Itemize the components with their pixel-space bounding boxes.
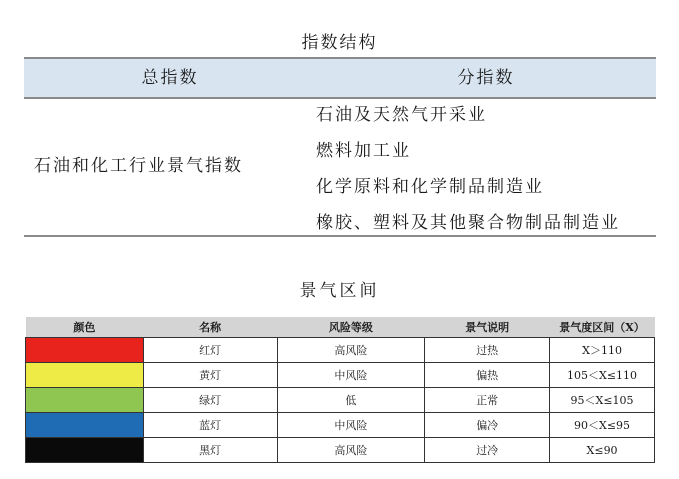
index-structure-table (24, 57, 656, 233)
risk-level: 高风险 (277, 338, 425, 363)
range-value: 90＜X≤95 (550, 413, 655, 438)
description: 偏冷 (425, 413, 550, 438)
risk-level: 低 (277, 388, 425, 413)
light-name: 黑灯 (143, 438, 277, 463)
range-value: X≤90 (550, 438, 655, 463)
color-swatch (26, 388, 144, 413)
light-name: 蓝灯 (143, 413, 277, 438)
range-value: X＞110 (550, 338, 655, 363)
range-value: 95＜X≤105 (550, 388, 655, 413)
description: 偏热 (425, 363, 550, 388)
col-range: 景气度区间（X） (550, 317, 655, 338)
table-row (26, 438, 655, 463)
table-row (26, 388, 655, 413)
table-body (24, 97, 656, 237)
table-header (24, 57, 656, 99)
light-name: 绿灯 (143, 388, 277, 413)
table-row (26, 363, 655, 388)
sub-index: 石油及天然气开采业 (316, 105, 487, 125)
col-desc: 景气说明 (425, 317, 550, 338)
total-index: 石油和化工行业景气指数 (34, 156, 243, 176)
color-swatch (26, 438, 144, 463)
risk-level: 高风险 (277, 438, 425, 463)
light-name: 黄灯 (143, 363, 277, 388)
sub-index: 化学原料和化学制品制造业 (316, 177, 544, 197)
description: 正常 (425, 388, 550, 413)
col-risk: 风险等级 (277, 317, 425, 338)
sub-index: 橡胶、塑料及其他聚合物制品制造业 (316, 213, 620, 233)
sub-index: 燃料加工业 (316, 141, 411, 161)
header-sub: 分指数 (457, 68, 515, 88)
ranges-header-row (26, 317, 655, 338)
risk-level: 中风险 (277, 413, 425, 438)
description: 过冷 (425, 438, 550, 463)
table-row (26, 413, 655, 438)
ranges-title: 景气区间 (299, 281, 380, 301)
range-value: 105＜X≤110 (550, 363, 655, 388)
col-color: 颜色 (26, 317, 144, 338)
color-swatch (26, 338, 144, 363)
index-structure-title: 指数结构 (301, 33, 378, 53)
color-swatch (26, 363, 144, 388)
description: 过热 (425, 338, 550, 363)
col-name: 名称 (143, 317, 277, 338)
table-row (26, 338, 655, 363)
risk-level: 中风险 (277, 363, 425, 388)
ranges-table (25, 317, 655, 463)
header-total: 总指数 (141, 68, 199, 88)
color-swatch (26, 413, 144, 438)
light-name: 红灯 (143, 338, 277, 363)
sub-index-list (316, 97, 620, 241)
